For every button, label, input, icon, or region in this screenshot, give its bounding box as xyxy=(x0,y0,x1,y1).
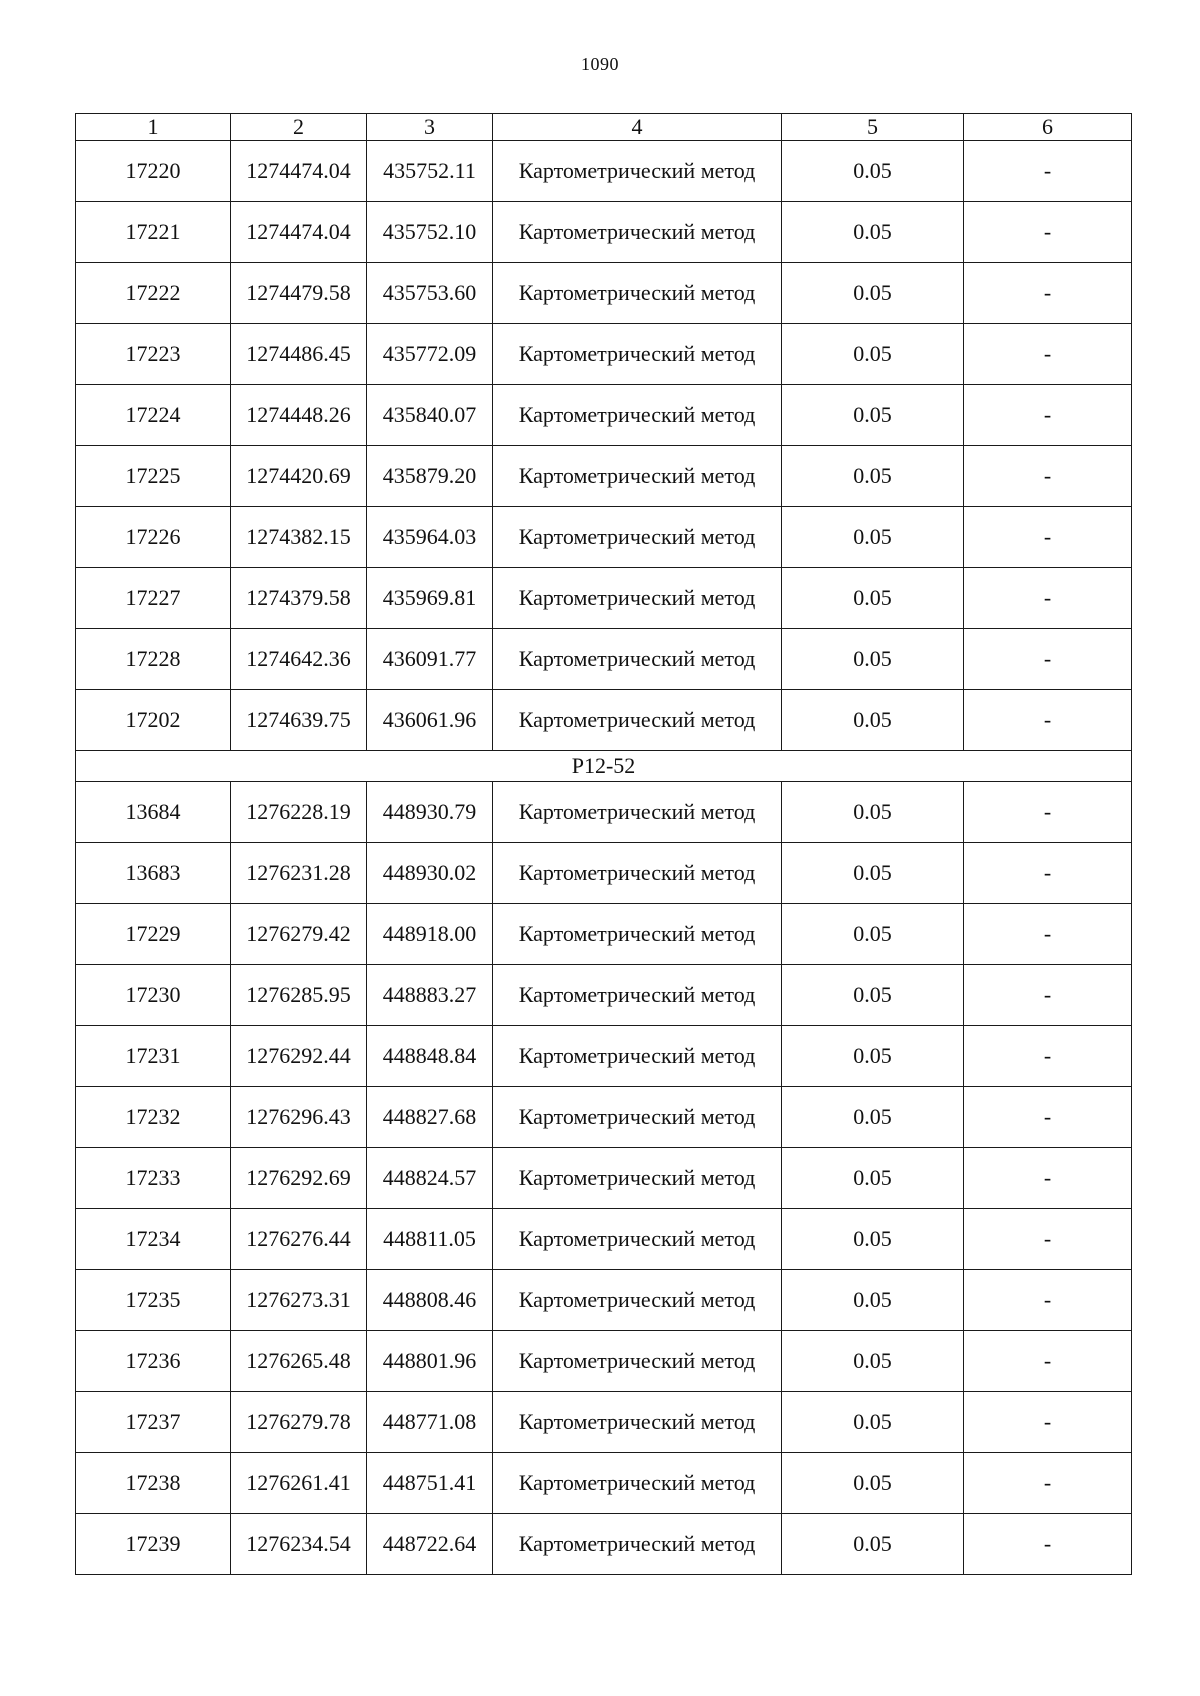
accuracy-cell: 0.05 xyxy=(782,507,964,568)
note-cell: - xyxy=(964,1209,1132,1270)
method-cell: Картометрический метод xyxy=(493,1026,782,1087)
accuracy-cell: 0.05 xyxy=(782,1087,964,1148)
column-header: 5 xyxy=(782,114,964,141)
method-cell: Картометрический метод xyxy=(493,324,782,385)
accuracy-cell: 0.05 xyxy=(782,782,964,843)
x-coordinate-cell: 1276231.28 xyxy=(231,843,367,904)
accuracy-cell: 0.05 xyxy=(782,446,964,507)
y-coordinate-cell: 448771.08 xyxy=(367,1392,493,1453)
point-number-cell: 17231 xyxy=(76,1026,231,1087)
y-coordinate-cell: 448811.05 xyxy=(367,1209,493,1270)
accuracy-cell: 0.05 xyxy=(782,1026,964,1087)
accuracy-cell: 0.05 xyxy=(782,568,964,629)
method-cell: Картометрический метод xyxy=(493,1270,782,1331)
point-number-cell: 17233 xyxy=(76,1148,231,1209)
note-cell: - xyxy=(964,1514,1132,1575)
x-coordinate-cell: 1276265.48 xyxy=(231,1331,367,1392)
y-coordinate-cell: 448848.84 xyxy=(367,1026,493,1087)
table-row xyxy=(76,1514,1132,1575)
note-cell: - xyxy=(964,1026,1132,1087)
column-header: 3 xyxy=(367,114,493,141)
note-cell: - xyxy=(964,782,1132,843)
x-coordinate-cell: 1276285.95 xyxy=(231,965,367,1026)
y-coordinate-cell: 435840.07 xyxy=(367,385,493,446)
method-cell: Картометрический метод xyxy=(493,904,782,965)
table-row xyxy=(76,690,1132,751)
method-cell: Картометрический метод xyxy=(493,1209,782,1270)
method-cell: Картометрический метод xyxy=(493,782,782,843)
x-coordinate-cell: 1276276.44 xyxy=(231,1209,367,1270)
x-coordinate-cell: 1276234.54 xyxy=(231,1514,367,1575)
note-cell: - xyxy=(964,324,1132,385)
y-coordinate-cell: 436061.96 xyxy=(367,690,493,751)
x-coordinate-cell: 1274486.45 xyxy=(231,324,367,385)
x-coordinate-cell: 1276296.43 xyxy=(231,1087,367,1148)
table-header xyxy=(76,114,1132,141)
y-coordinate-cell: 435772.09 xyxy=(367,324,493,385)
x-coordinate-cell: 1276273.31 xyxy=(231,1270,367,1331)
point-number-cell: 13683 xyxy=(76,843,231,904)
section-label: Р12-52 xyxy=(76,751,1132,782)
accuracy-cell: 0.05 xyxy=(782,385,964,446)
x-coordinate-cell: 1274642.36 xyxy=(231,629,367,690)
y-coordinate-cell: 435964.03 xyxy=(367,507,493,568)
point-number-cell: 17227 xyxy=(76,568,231,629)
point-number-cell: 13684 xyxy=(76,782,231,843)
method-cell: Картометрический метод xyxy=(493,202,782,263)
x-coordinate-cell: 1276279.42 xyxy=(231,904,367,965)
method-cell: Картометрический метод xyxy=(493,1331,782,1392)
x-coordinate-cell: 1274448.26 xyxy=(231,385,367,446)
accuracy-cell: 0.05 xyxy=(782,324,964,385)
y-coordinate-cell: 435969.81 xyxy=(367,568,493,629)
page-number: 1090 xyxy=(581,54,619,74)
x-coordinate-cell: 1274474.04 xyxy=(231,141,367,202)
method-cell: Картометрический метод xyxy=(493,446,782,507)
table-row xyxy=(76,141,1132,202)
table-row xyxy=(76,1026,1132,1087)
table-row xyxy=(76,965,1132,1026)
x-coordinate-cell: 1276279.78 xyxy=(231,1392,367,1453)
method-cell: Картометрический метод xyxy=(493,568,782,629)
y-coordinate-cell: 435752.10 xyxy=(367,202,493,263)
y-coordinate-cell: 448930.79 xyxy=(367,782,493,843)
table-row xyxy=(76,568,1132,629)
y-coordinate-cell: 448751.41 xyxy=(367,1453,493,1514)
note-cell: - xyxy=(964,904,1132,965)
point-number-cell: 17222 xyxy=(76,263,231,324)
point-number-cell: 17235 xyxy=(76,1270,231,1331)
x-coordinate-cell: 1274479.58 xyxy=(231,263,367,324)
y-coordinate-cell: 448801.96 xyxy=(367,1331,493,1392)
note-cell: - xyxy=(964,263,1132,324)
y-coordinate-cell: 436091.77 xyxy=(367,629,493,690)
y-coordinate-cell: 435753.60 xyxy=(367,263,493,324)
accuracy-cell: 0.05 xyxy=(782,629,964,690)
point-number-cell: 17226 xyxy=(76,507,231,568)
method-cell: Картометрический метод xyxy=(493,1392,782,1453)
method-cell: Картометрический метод xyxy=(493,1148,782,1209)
note-cell: - xyxy=(964,1331,1132,1392)
accuracy-cell: 0.05 xyxy=(782,690,964,751)
method-cell: Картометрический метод xyxy=(493,843,782,904)
column-header: 6 xyxy=(964,114,1132,141)
method-cell: Картометрический метод xyxy=(493,965,782,1026)
point-number-cell: 17237 xyxy=(76,1392,231,1453)
table-row xyxy=(76,904,1132,965)
x-coordinate-cell: 1276292.69 xyxy=(231,1148,367,1209)
accuracy-cell: 0.05 xyxy=(782,1453,964,1514)
method-cell: Картометрический метод xyxy=(493,690,782,751)
coordinates-table xyxy=(75,113,1132,1575)
point-number-cell: 17229 xyxy=(76,904,231,965)
x-coordinate-cell: 1274639.75 xyxy=(231,690,367,751)
note-cell: - xyxy=(964,1392,1132,1453)
accuracy-cell: 0.05 xyxy=(782,141,964,202)
y-coordinate-cell: 448808.46 xyxy=(367,1270,493,1331)
table-row xyxy=(76,1392,1132,1453)
method-cell: Картометрический метод xyxy=(493,263,782,324)
point-number-cell: 17234 xyxy=(76,1209,231,1270)
y-coordinate-cell: 448722.64 xyxy=(367,1514,493,1575)
point-number-cell: 17223 xyxy=(76,324,231,385)
point-number-cell: 17239 xyxy=(76,1514,231,1575)
note-cell: - xyxy=(964,843,1132,904)
y-coordinate-cell: 448827.68 xyxy=(367,1087,493,1148)
column-header: 2 xyxy=(231,114,367,141)
note-cell: - xyxy=(964,1453,1132,1514)
x-coordinate-cell: 1274474.04 xyxy=(231,202,367,263)
point-number-cell: 17225 xyxy=(76,446,231,507)
point-number-cell: 17232 xyxy=(76,1087,231,1148)
accuracy-cell: 0.05 xyxy=(782,843,964,904)
column-header: 4 xyxy=(493,114,782,141)
accuracy-cell: 0.05 xyxy=(782,1331,964,1392)
table-row xyxy=(76,263,1132,324)
note-cell: - xyxy=(964,1148,1132,1209)
table-row xyxy=(76,385,1132,446)
x-coordinate-cell: 1274382.15 xyxy=(231,507,367,568)
note-cell: - xyxy=(964,965,1132,1026)
method-cell: Картометрический метод xyxy=(493,385,782,446)
point-number-cell: 17238 xyxy=(76,1453,231,1514)
method-cell: Картометрический метод xyxy=(493,1453,782,1514)
method-cell: Картометрический метод xyxy=(493,629,782,690)
table-row xyxy=(76,202,1132,263)
point-number-cell: 17220 xyxy=(76,141,231,202)
note-cell: - xyxy=(964,690,1132,751)
point-number-cell: 17221 xyxy=(76,202,231,263)
y-coordinate-cell: 448824.57 xyxy=(367,1148,493,1209)
table-body xyxy=(76,141,1132,1575)
table-row xyxy=(76,1087,1132,1148)
accuracy-cell: 0.05 xyxy=(782,1392,964,1453)
x-coordinate-cell: 1276292.44 xyxy=(231,1026,367,1087)
y-coordinate-cell: 435879.20 xyxy=(367,446,493,507)
note-cell: - xyxy=(964,141,1132,202)
column-header: 1 xyxy=(76,114,231,141)
accuracy-cell: 0.05 xyxy=(782,1270,964,1331)
accuracy-cell: 0.05 xyxy=(782,904,964,965)
table-row xyxy=(76,1453,1132,1514)
section-header-row xyxy=(76,751,1132,782)
accuracy-cell: 0.05 xyxy=(782,1514,964,1575)
x-coordinate-cell: 1274379.58 xyxy=(231,568,367,629)
point-number-cell: 17230 xyxy=(76,965,231,1026)
table-row xyxy=(76,843,1132,904)
method-cell: Картометрический метод xyxy=(493,507,782,568)
y-coordinate-cell: 435752.11 xyxy=(367,141,493,202)
note-cell: - xyxy=(964,202,1132,263)
table-row xyxy=(76,1331,1132,1392)
table-row xyxy=(76,507,1132,568)
note-cell: - xyxy=(964,1270,1132,1331)
method-cell: Картометрический метод xyxy=(493,141,782,202)
method-cell: Картометрический метод xyxy=(493,1087,782,1148)
table-row xyxy=(76,324,1132,385)
note-cell: - xyxy=(964,1087,1132,1148)
accuracy-cell: 0.05 xyxy=(782,202,964,263)
accuracy-cell: 0.05 xyxy=(782,263,964,324)
table-row xyxy=(76,1148,1132,1209)
note-cell: - xyxy=(964,568,1132,629)
point-number-cell: 17224 xyxy=(76,385,231,446)
note-cell: - xyxy=(964,507,1132,568)
note-cell: - xyxy=(964,629,1132,690)
accuracy-cell: 0.05 xyxy=(782,1209,964,1270)
point-number-cell: 17236 xyxy=(76,1331,231,1392)
note-cell: - xyxy=(964,446,1132,507)
header-row xyxy=(76,114,1132,141)
x-coordinate-cell: 1274420.69 xyxy=(231,446,367,507)
accuracy-cell: 0.05 xyxy=(782,1148,964,1209)
y-coordinate-cell: 448930.02 xyxy=(367,843,493,904)
accuracy-cell: 0.05 xyxy=(782,965,964,1026)
note-cell: - xyxy=(964,385,1132,446)
table-row xyxy=(76,446,1132,507)
table-row xyxy=(76,782,1132,843)
x-coordinate-cell: 1276261.41 xyxy=(231,1453,367,1514)
method-cell: Картометрический метод xyxy=(493,1514,782,1575)
point-number-cell: 17202 xyxy=(76,690,231,751)
table-row xyxy=(76,629,1132,690)
table-row xyxy=(76,1209,1132,1270)
y-coordinate-cell: 448883.27 xyxy=(367,965,493,1026)
point-number-cell: 17228 xyxy=(76,629,231,690)
x-coordinate-cell: 1276228.19 xyxy=(231,782,367,843)
y-coordinate-cell: 448918.00 xyxy=(367,904,493,965)
table-row xyxy=(76,1270,1132,1331)
